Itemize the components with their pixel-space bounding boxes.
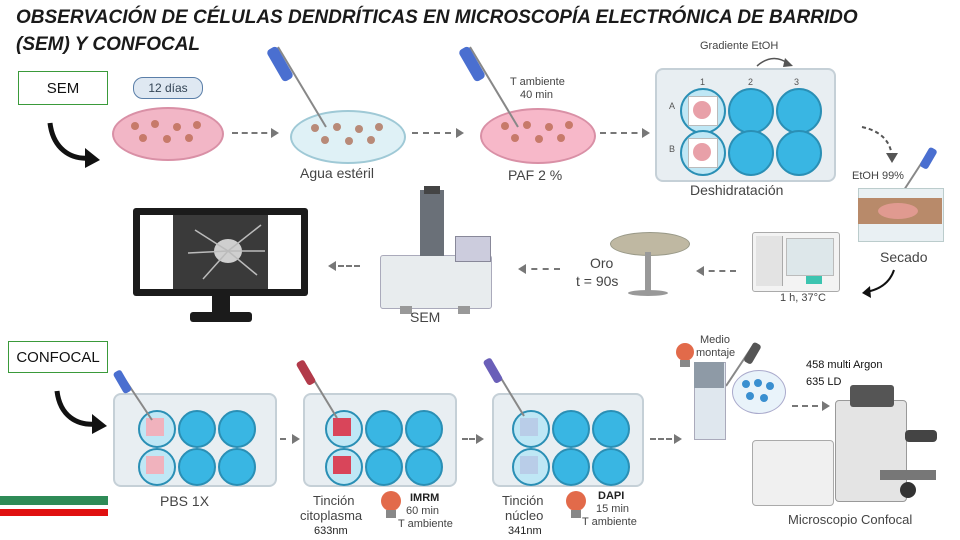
curved-arrow-icon (45, 118, 105, 173)
sample-cells (693, 101, 711, 119)
flow-arrow (462, 438, 482, 440)
well (178, 448, 216, 486)
well (552, 410, 590, 448)
col-label: 2 (748, 77, 754, 87)
well (552, 448, 590, 486)
sample-cells (878, 203, 918, 219)
tube-band (694, 362, 724, 388)
pbs-label: PBS 1X (160, 493, 210, 509)
paf-temp-label: T ambiente (510, 76, 565, 88)
laser-line1: 458 multi Argon (806, 359, 883, 371)
sem-section-label: SEM (18, 71, 108, 105)
curved-arrow-icon (860, 125, 900, 165)
gold-time-label: t = 90s (576, 273, 619, 289)
lightbulb-icon (675, 342, 695, 370)
confocal-knob (900, 482, 916, 498)
medium-line2: montaje (696, 347, 736, 359)
gold-label: Oro (590, 255, 614, 271)
flow-arrow (650, 438, 680, 440)
confocal-stage (880, 470, 936, 480)
monitor-screen-right (268, 215, 301, 289)
oven-display (806, 276, 822, 284)
flow-arrow (520, 268, 560, 270)
flow-arrow (330, 265, 360, 267)
oven-label: 1 h, 37°C (780, 292, 826, 304)
etoh99-label: EtOH 99% (852, 170, 904, 182)
flow-arrow (600, 132, 648, 134)
flag-stripe-green (0, 496, 108, 505)
well (592, 448, 630, 486)
sample-cells-stained (333, 456, 351, 474)
flow-arrow (792, 405, 828, 407)
well-a2 (728, 88, 774, 134)
well (218, 410, 256, 448)
sample-cells (146, 456, 164, 474)
cells-icon (125, 118, 215, 148)
gradient-label: Gradiente EtOH (700, 40, 779, 52)
sem-machine-icon (380, 255, 492, 309)
sample-cells (693, 143, 711, 161)
pipette-icon (295, 358, 345, 428)
stain-cyto-line2: citoplasma (300, 508, 363, 523)
confocal-section-label: CONFOCAL (8, 341, 108, 373)
imrm-label: IMRM (410, 492, 440, 504)
flow-arrow (412, 132, 462, 134)
well (218, 448, 256, 486)
wavelength-cyto: 633nm (314, 525, 348, 537)
imrm-temp: T ambiente (398, 518, 453, 530)
cells-icon (740, 378, 780, 406)
well-b2 (728, 130, 774, 176)
gold-base (628, 290, 668, 296)
monitor-screen-left (140, 215, 173, 289)
imrm-time: 60 min (406, 505, 440, 517)
well (178, 410, 216, 448)
laser-line2: 635 LD (806, 376, 842, 388)
oven-door (756, 236, 783, 286)
well (365, 448, 403, 486)
drying-label: Secado (880, 249, 928, 265)
microscope-label: Microscopio Confocal (788, 512, 913, 527)
monitor-base (190, 312, 252, 322)
confocal-body (835, 400, 907, 502)
well (405, 410, 443, 448)
page-title: OBSERVACIÓN DE CÉLULAS DENDRÍTICAS EN MICROSCOPÍA ELECTRÓNICA DE BARRIDO (SEM) Y CONFOCAL (16, 7, 858, 55)
stain-cyto-line1: Tinción (313, 493, 355, 508)
flow-arrow (232, 132, 277, 134)
confocal-head (850, 385, 894, 407)
pipette-icon (482, 356, 532, 426)
col-label: 3 (794, 77, 800, 87)
pipette-icon (268, 42, 338, 132)
days-badge: 12 días (133, 77, 203, 99)
dapi-temp: T ambiente (582, 516, 637, 528)
dapi-label: DAPI (598, 490, 625, 502)
dehydration-label: Deshidratación (690, 182, 784, 198)
dapi-time: 15 min (596, 503, 630, 515)
oven-chamber (786, 238, 834, 276)
row-label: B (669, 144, 676, 154)
sem-monitor (455, 236, 491, 262)
sem-column (420, 190, 444, 256)
confocal-eyepiece (905, 430, 937, 442)
col-label: 1 (700, 77, 706, 87)
paf-label: PAF 2 % (508, 167, 563, 183)
flow-arrow (280, 438, 298, 440)
curved-arrow-icon (860, 268, 900, 298)
paf-time-label: 40 min (520, 89, 554, 101)
well-b3 (776, 130, 822, 176)
flow-arrow (698, 270, 736, 272)
well (365, 410, 403, 448)
dendritic-cell-image (173, 215, 268, 289)
sample-cells-nuclei (520, 456, 538, 474)
gold-stand (645, 252, 651, 292)
medium-line1: Medio (700, 334, 730, 346)
row-label: A (669, 101, 676, 111)
monitor-stand (212, 296, 230, 312)
sem-machine-label: SEM (410, 309, 441, 325)
well (405, 448, 443, 486)
stain-nuc-line2: núcleo (505, 508, 544, 523)
stain-nuc-line1: Tinción (502, 493, 544, 508)
well (592, 410, 630, 448)
sem-column-top (424, 186, 440, 194)
curved-arrow-icon (52, 386, 112, 438)
sem-leg (458, 306, 470, 314)
confocal-base-unit (752, 440, 834, 506)
water-label: Agua estéril (300, 165, 374, 181)
well-a3 (776, 88, 822, 134)
pipette-icon (112, 368, 162, 428)
flag-stripe-red (0, 509, 108, 516)
wavelength-nuc: 341nm (508, 525, 542, 537)
